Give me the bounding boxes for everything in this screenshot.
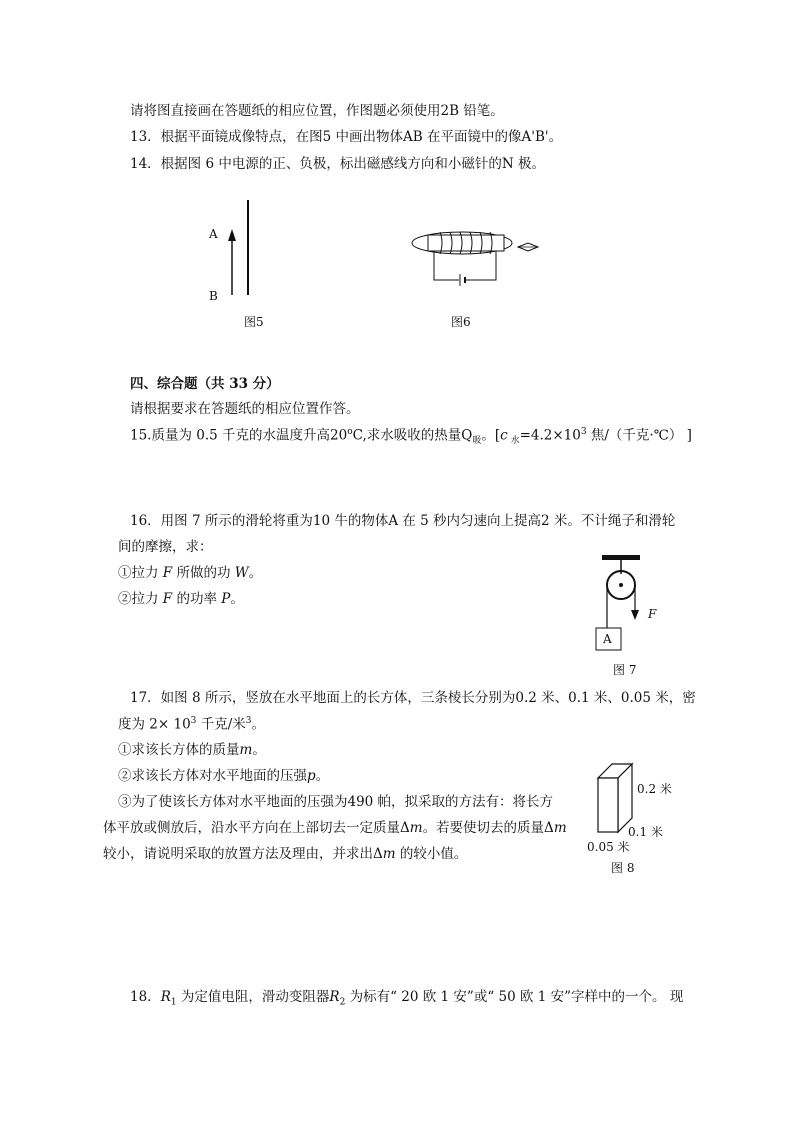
fig8-width-label: 0.05 米 (587, 840, 630, 854)
fig7-block-label: A (603, 632, 612, 646)
fig7-force-label: F (648, 607, 657, 621)
fig8-height-label: 0.2 米 (637, 782, 672, 796)
fig5-caption: 图5 (244, 315, 264, 329)
figure-6-diagram (410, 222, 550, 292)
fig5-label-a: A (209, 227, 218, 241)
section-4-heading: 四、综合题（共 33 分） (130, 376, 280, 392)
question-17-part3-line2: 体平放或侧放后，沿水平方向在上部切去一定质量Δm。若要使切去的质量Δm (103, 820, 567, 836)
question-17-line2: 度为 $2\times 10^3$ 千克/米$^3$。 (118, 716, 265, 733)
question-15: 15.质量为 0.5 千克的水温度升高20$^o$C,求水吸收的热量$Q_吸$。[c $_水=4.2\times 10^3$ 焦/（千克·℃） ] (130, 427, 692, 447)
instruction-line: 请将图直接画在答题纸的相应位置，作图题必须使用2B 铅笔。 (130, 103, 504, 119)
fig8-depth-label: 0.1 米 (628, 825, 663, 839)
question-16-line2: 间的摩擦，求： (118, 539, 213, 555)
question-18: 18．$R_1$ 为定值电阻，滑动变阻器$R_2$ 为标有“ 20 欧 1 安”或“ 50 欧 1 安”字样中的一个。 现 (130, 989, 684, 1008)
question-17: 17．如图 8 所示，竖放在水平地面上的长方体，三条棱长分别为0.2 米、0.1 米、0.05 米，密 (130, 690, 696, 706)
question-16-part2: ②拉力 F 的功率 P。 (118, 591, 244, 607)
fig5-label-b: B (209, 289, 218, 303)
question-13: 13．根据平面镜成像特点，在图5 中画出物体AB 在平面镜中的像A'B'。 (130, 129, 563, 145)
question-17-part1: ①求该长方体的质量m。 (118, 742, 266, 758)
question-17-part3: ③为了使该长方体对水平地面的压强为490 帕，拟采取的方法有：将长方 (118, 794, 554, 810)
question-17-part2: ②求该长方体对水平地面的压强p。 (118, 768, 330, 784)
section-4-instruction: 请根据要求在答题纸的相应位置作答。 (130, 401, 360, 417)
fig7-caption: 图 7 (613, 663, 637, 677)
question-14: 14．根据图 6 中电源的正、负极，标出磁感线方向和小磁针的N 极。 (130, 156, 545, 172)
fig8-caption: 图 8 (611, 861, 635, 875)
fig6-caption: 图6 (451, 315, 471, 329)
question-16: 16．用图 7 所示的滑轮将重为10 牛的物体A 在 5 秒内匀速向上提高2 米。不计绳子和滑轮 (130, 513, 676, 529)
question-16-part1: ①拉力 F 所做的功 W。 (118, 565, 263, 581)
figure-7-diagram (590, 550, 650, 660)
figure-5-diagram (200, 195, 280, 330)
question-17-part3-line3: 较小，请说明采取的放置方法及理由，并求出Δm 的较小值。 (103, 846, 468, 862)
